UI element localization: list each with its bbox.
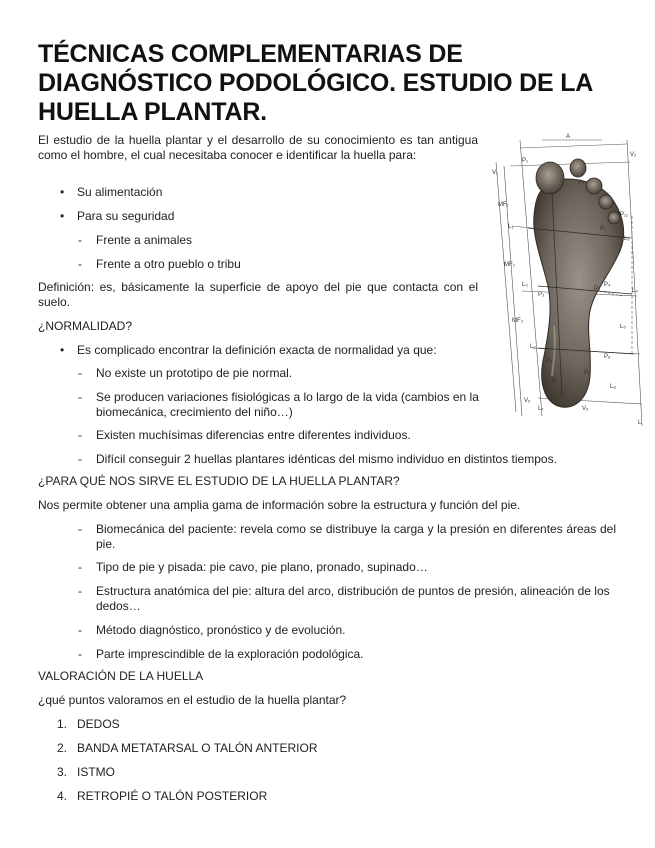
- fig-label: P₂: [578, 180, 585, 186]
- list-number: 2.: [57, 741, 68, 755]
- fig-label: L₆: [530, 344, 536, 350]
- toe-3: [586, 178, 602, 194]
- dash-marker: -: [78, 647, 82, 661]
- intro-bullet-1: Su alimentación: [77, 185, 163, 199]
- bullet-dot: •: [60, 185, 65, 199]
- normalidad-item-1: No existe un prototipo de pie normal.: [96, 366, 293, 380]
- normalidad-item-3: Existen muchísimas diferencias entre diferentes individuos.: [96, 428, 411, 442]
- dash-marker: -: [78, 623, 82, 637]
- intro-bullet-2: Para su seguridad: [77, 209, 175, 223]
- fig-label: MF₁: [498, 202, 509, 208]
- fig-label: P₁₁: [620, 212, 629, 218]
- para-que-item-4: Método diagnóstico, pronóstico y de evolución.: [96, 623, 346, 637]
- toe-1: [536, 162, 564, 194]
- valoracion-item-1: DEDOS: [77, 717, 120, 731]
- dash-marker: -: [78, 452, 82, 466]
- fig-label: P₅: [546, 358, 553, 364]
- normalidad-item-4: Difícil conseguir 2 huellas plantares idénticas del mismo individuo en distintos tiempos.: [96, 452, 557, 466]
- fig-label: L₅: [620, 324, 626, 330]
- fig-label: V₅: [524, 398, 531, 404]
- list-number: 3.: [57, 765, 68, 779]
- fig-label: MF₃: [512, 318, 524, 324]
- valoracion-question: ¿qué puntos valoramos en el estudio de la huella plantar?: [38, 693, 347, 707]
- fig-label: L₂: [624, 236, 630, 242]
- fig-label: L₃: [522, 282, 528, 288]
- fig-label: L₇: [538, 406, 544, 412]
- dash-marker: -: [78, 584, 82, 598]
- fig-label: L₄: [632, 288, 638, 294]
- fig-label: P₆: [584, 370, 591, 376]
- para-que-item-3: Estructura anatómica del pie: altura del arco, distribución de puntos de presión, alineación de los dedos…: [96, 584, 610, 613]
- fig-label: P₂: [600, 226, 607, 232]
- fig-label: MF₂: [504, 262, 515, 268]
- fig-label: P₁: [522, 158, 529, 164]
- para-que-item-2: Tipo de pie y pisada: pie cavo, pie plano, pronado, supinado…: [96, 560, 428, 574]
- fig-label: P₃: [538, 292, 545, 298]
- fig-label: L₁: [508, 224, 514, 230]
- para-que-item-1: Biomecánica del paciente: revela como se distribuye la carga y la presión en diferentes áreas del pie.: [96, 522, 616, 551]
- valoracion-heading: VALORACIÓN DE LA HUELLA: [38, 669, 204, 683]
- footprint-diagram-icon: [482, 126, 652, 436]
- para-que-paragraph: Nos permite obtener una amplia gama de información sobre la estructura y función del pie.: [38, 498, 521, 512]
- valoracion-item-2: BANDA METATARSAL O TALÓN ANTERIOR: [77, 741, 318, 755]
- bullet-dot: •: [60, 209, 65, 223]
- dash-marker: -: [78, 233, 82, 247]
- normalidad-item-2: Se producen variaciones fisiológicas a lo largo de la vida (cambios en la biomecánica, crecimiento del niño…): [96, 390, 479, 419]
- list-number: 4.: [57, 789, 68, 803]
- normalidad-heading: ¿NORMALIDAD?: [38, 319, 133, 333]
- dash-marker: -: [78, 560, 82, 574]
- toe-2: [570, 159, 586, 177]
- dash-marker: -: [78, 428, 82, 442]
- intro-paragraph: El estudio de la huella plantar y el desarrollo de su conocimiento es tan antigua como el hombre, el cual necesitaba conocer e identificar la huella para:: [38, 133, 478, 162]
- fig-label: L: [638, 420, 642, 426]
- dash-marker: -: [78, 522, 82, 536]
- valoracion-item-3: ISTMO: [77, 765, 115, 779]
- fig-label: P₇: [552, 378, 559, 384]
- fig-label: V₂: [630, 152, 637, 158]
- fig-label: A: [566, 134, 571, 140]
- seguridad-item-1: Frente a animales: [96, 233, 193, 247]
- para-que-item-5: Parte imprescindible de la exploración podológica.: [96, 647, 364, 661]
- definition-paragraph: Definición: es, básicamente la superficie de apoyo del pie que contacta con el suelo.: [38, 280, 478, 309]
- fig-label: P₄: [604, 282, 611, 288]
- bullet-dot: •: [60, 343, 65, 357]
- normalidad-bullet: Es complicado encontrar la definición exacta de normalidad ya que:: [77, 343, 437, 357]
- fig-label: P₈: [604, 354, 611, 360]
- list-number: 1.: [57, 717, 68, 731]
- para-que-heading: ¿PARA QUÉ NOS SIRVE EL ESTUDIO DE LA HUELLA PLANTAR?: [38, 474, 400, 488]
- seguridad-item-2: Frente a otro pueblo o tribu: [96, 257, 241, 271]
- valoracion-item-4: RETROPIÉ O TALÓN POSTERIOR: [77, 789, 268, 803]
- toe-4: [599, 195, 613, 209]
- toe-5: [608, 212, 620, 224]
- fig-label: P₃: [594, 286, 601, 292]
- dash-marker: -: [78, 390, 82, 404]
- fig-label: V₆: [582, 406, 589, 412]
- page-title: TÉCNICAS COMPLEMENTARIAS DE DIAGNÓSTICO PODOLÓGICO. ESTUDIO DE LA HUELLA PLANTAR.: [38, 40, 593, 126]
- fig-label: V₁: [492, 170, 499, 176]
- dash-marker: -: [78, 366, 82, 380]
- dash-marker: -: [78, 257, 82, 271]
- fig-label: L₈: [610, 384, 616, 390]
